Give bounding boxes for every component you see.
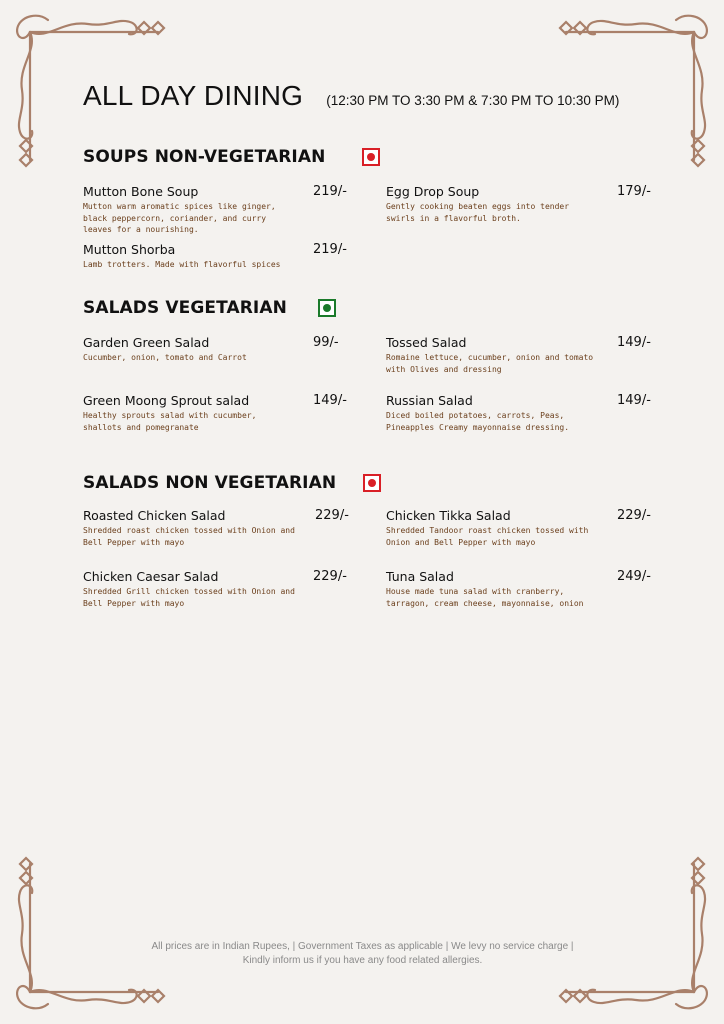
item-price: 149/- bbox=[617, 393, 651, 408]
menu-item bbox=[83, 508, 298, 548]
item-description: Healthy sprouts salad with cucumber, shallots and pomegranate bbox=[83, 411, 257, 432]
menu-item bbox=[83, 569, 298, 609]
item-name: Mutton Bone Soup bbox=[83, 184, 199, 199]
item-description: Shredded Grill chicken tossed with Onion and Bell Pepper with mayo bbox=[83, 587, 295, 608]
menu-header bbox=[83, 80, 619, 112]
menu-item bbox=[386, 508, 601, 548]
item-price: 229/- bbox=[315, 508, 349, 523]
item-description: Romaine lettuce, cucumber, onion and tomato with Olives and dressing bbox=[386, 353, 594, 374]
item-description: House made tuna salad with cranberry, tarragon, cream cheese, mayonnaise, onion bbox=[386, 587, 584, 608]
veg-indicator-icon bbox=[318, 299, 336, 317]
non-veg-indicator-icon bbox=[363, 474, 381, 492]
menu-item bbox=[83, 242, 298, 271]
item-description: Mutton warm aromatic spices like ginger, black peppercorn, coriander, and curry leaves for a nourishing. bbox=[83, 202, 276, 234]
item-name: Chicken Caesar Salad bbox=[83, 569, 219, 584]
item-description: Shredded roast chicken tossed with Onion and Bell Pepper with mayo bbox=[83, 526, 295, 547]
item-description: Diced boiled potatoes, carrots, Peas, Pineapples Creamy mayonnaise dressing. bbox=[386, 411, 570, 432]
item-name: Tossed Salad bbox=[386, 335, 467, 350]
item-price: 249/- bbox=[617, 569, 651, 584]
section-title-soups-non-veg: SOUPS NON-VEGETARIAN bbox=[83, 147, 326, 167]
item-price: 149/- bbox=[313, 393, 347, 408]
corner-ornament-bottom-right bbox=[552, 854, 716, 1014]
item-name: Garden Green Salad bbox=[83, 335, 210, 350]
section-title-salads-non-veg: SALADS NON VEGETARIAN bbox=[83, 473, 337, 493]
corner-ornament-bottom-left bbox=[8, 854, 172, 1014]
item-description: Lamb trotters. Made with flavorful spices bbox=[83, 260, 281, 269]
menu-item bbox=[386, 393, 601, 433]
item-name: Russian Salad bbox=[386, 393, 473, 408]
item-price: 149/- bbox=[617, 335, 651, 350]
item-name: Roasted Chicken Salad bbox=[83, 508, 226, 523]
non-veg-indicator-icon bbox=[362, 148, 380, 166]
item-description: Gently cooking beaten eggs into tender swirls in a flavorful broth. bbox=[386, 202, 570, 223]
item-description: Cucumber, onion, tomato and Carrot bbox=[83, 353, 247, 362]
service-hours: (12:30 PM TO 3:30 PM & 7:30 PM TO 10:30 PM) bbox=[326, 93, 620, 108]
item-name: Green Moong Sprout salad bbox=[83, 393, 250, 408]
page-title: ALL DAY DINING bbox=[83, 80, 304, 111]
footer-line-pricing: All prices are in Indian Rupees, | Government Taxes as applicable | We levy no service charge | bbox=[151, 941, 574, 952]
item-name: Chicken Tikka Salad bbox=[386, 508, 511, 523]
item-price: 229/- bbox=[617, 508, 651, 523]
item-price: 219/- bbox=[313, 184, 347, 199]
menu-item bbox=[83, 335, 298, 364]
footer-line-allergies: Kindly inform us if you have any food related allergies. bbox=[242, 955, 483, 966]
footer-note bbox=[90, 940, 635, 968]
item-price: 219/- bbox=[313, 242, 347, 257]
section-title-salads-veg: SALADS VEGETARIAN bbox=[83, 298, 287, 318]
item-name: Egg Drop Soup bbox=[386, 184, 480, 199]
menu-item bbox=[386, 569, 601, 609]
menu-item bbox=[386, 184, 601, 224]
item-price: 179/- bbox=[617, 184, 651, 199]
menu-item bbox=[83, 393, 298, 433]
menu-item bbox=[83, 184, 298, 236]
item-price: 229/- bbox=[313, 569, 347, 584]
item-price: 99/- bbox=[313, 335, 339, 350]
item-name: Mutton Shorba bbox=[83, 242, 176, 257]
item-description: Shredded Tandoor roast chicken tossed with Onion and Bell Pepper with mayo bbox=[386, 526, 589, 547]
menu-item bbox=[386, 335, 601, 375]
item-name: Tuna Salad bbox=[386, 569, 454, 584]
